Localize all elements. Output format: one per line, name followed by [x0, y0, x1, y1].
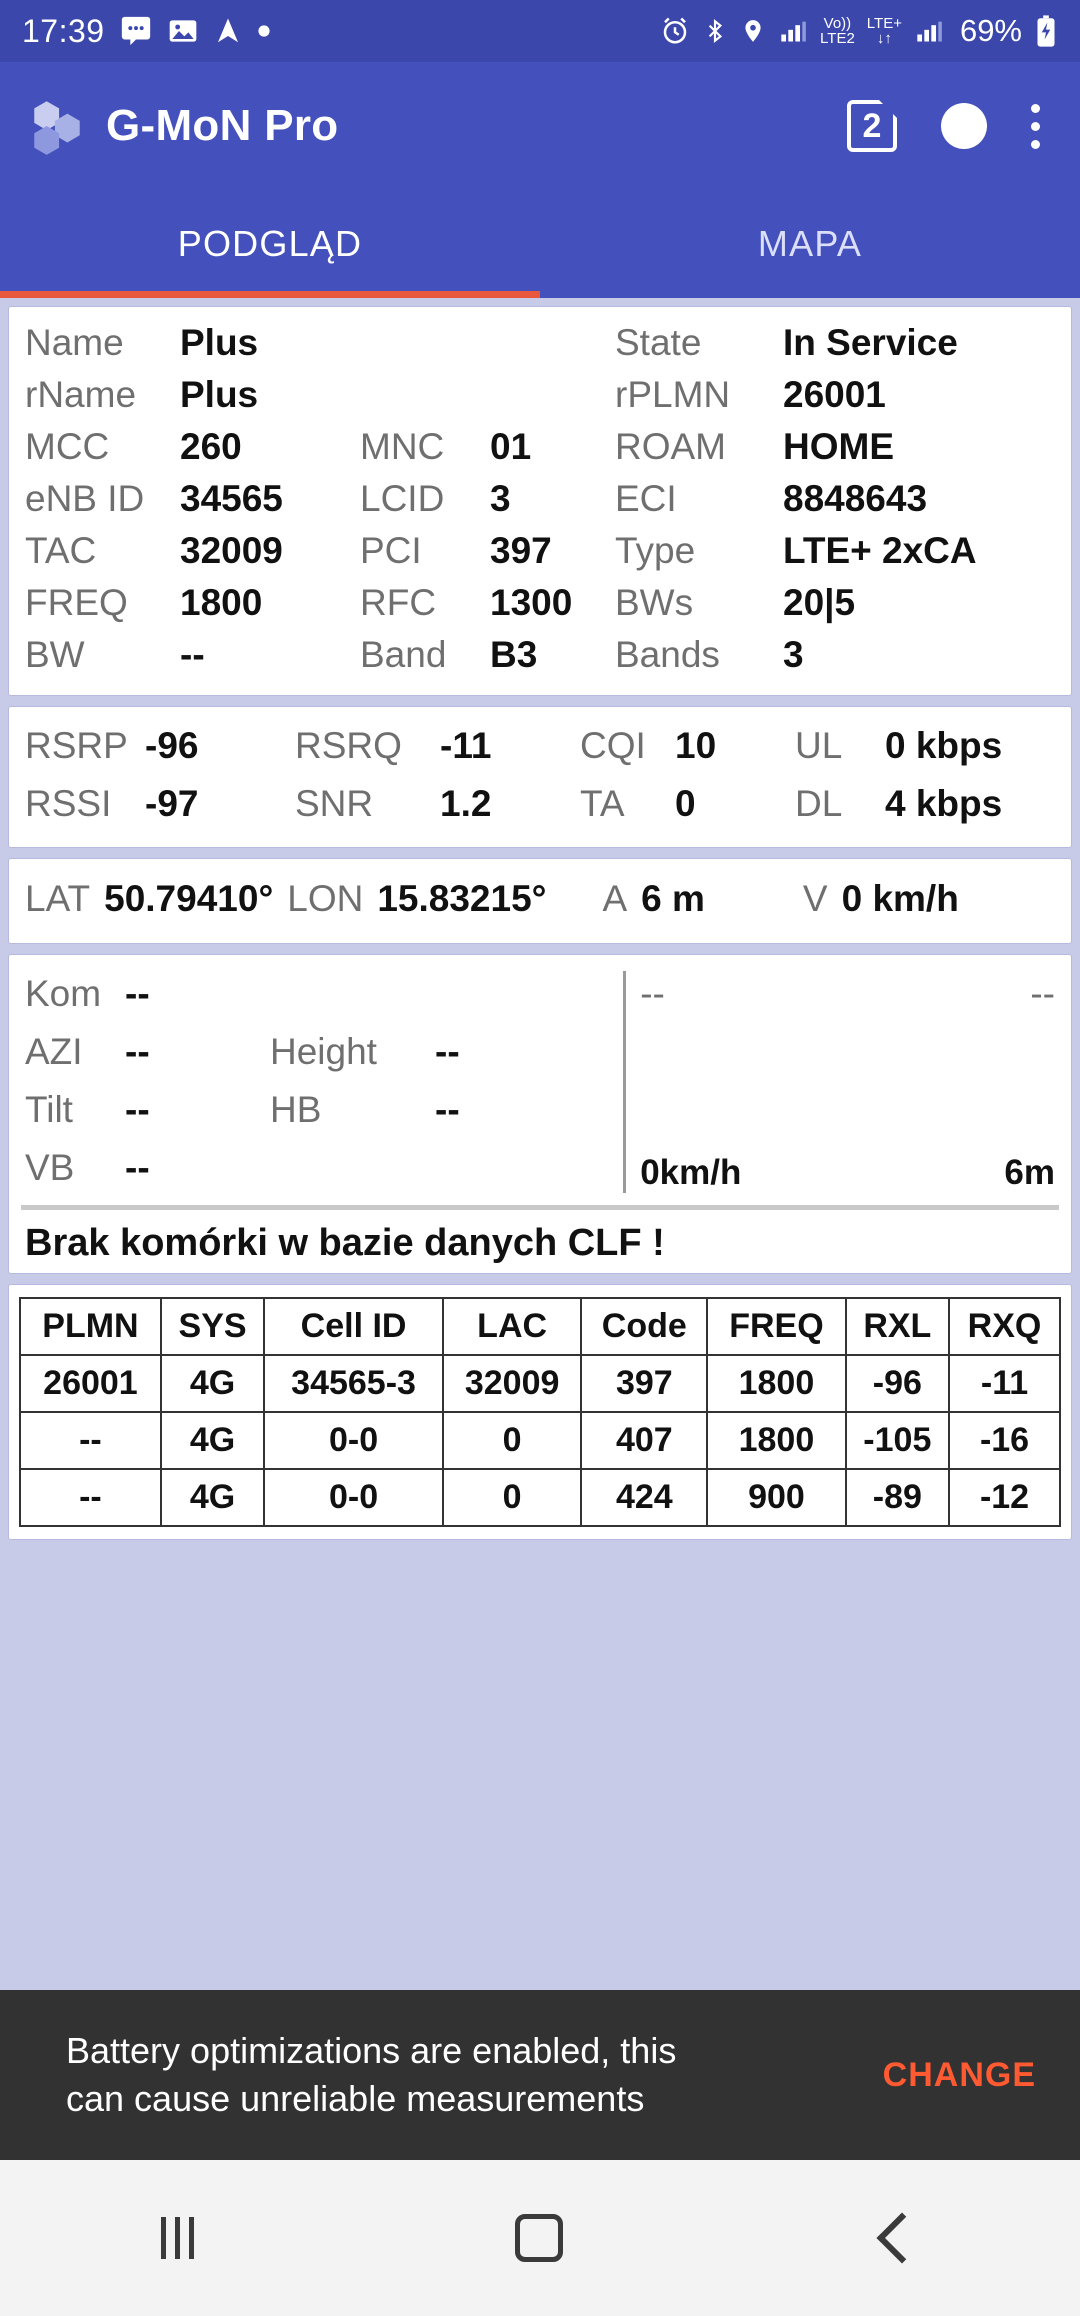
signal2-icon — [914, 17, 944, 45]
eci-label: ECI — [615, 478, 677, 519]
main-content — [0, 298, 1080, 1540]
table-row[interactable] — [20, 1412, 1060, 1469]
clf-message: Brak komórki w bazie danych CLF ! — [25, 1222, 665, 1264]
battery-percent-label: 69% — [959, 13, 1022, 48]
col-lac: LAC — [443, 1298, 582, 1355]
col-code: Code — [581, 1298, 707, 1355]
cell-freq: 1800 — [707, 1412, 845, 1469]
bws-value: 20|5 — [783, 582, 856, 623]
cell-plmn: -- — [20, 1469, 161, 1526]
snackbar-message: Battery optimizations are enabled, this can cause unreliable measurements — [66, 2030, 677, 2119]
ul-value: 0 kbps — [885, 725, 1003, 766]
lcid-label: LCID — [360, 478, 445, 519]
vb-label: VB — [25, 1147, 75, 1188]
enb-value: 34565 — [180, 478, 283, 519]
lon-value: 15.83215° — [377, 878, 547, 919]
clf-distance-value: 6m — [1004, 1153, 1055, 1192]
mnc-label: MNC — [360, 426, 445, 467]
neighbour-table — [19, 1297, 1061, 1527]
col-rxq: RXQ — [949, 1298, 1060, 1355]
tac-label: TAC — [25, 530, 97, 571]
tab-podglad[interactable]: PODGLĄD — [177, 223, 363, 264]
clf-right-top-right: -- — [1030, 973, 1055, 1014]
col-cellid: Cell ID — [264, 1298, 443, 1355]
bluetooth-icon — [702, 16, 728, 46]
vb-value: -- — [125, 1147, 150, 1188]
bws-label: BWs — [615, 582, 694, 623]
hexagon-logo-icon — [26, 95, 88, 157]
clf-grid — [25, 965, 613, 1197]
recent-apps-icon[interactable] — [161, 2217, 194, 2259]
status-clock: 17:39 — [22, 12, 105, 49]
app-bar — [0, 62, 1080, 190]
rsrq-label: RSRQ — [295, 725, 402, 766]
cqi-label: CQI — [580, 725, 646, 766]
kom-value: -- — [125, 973, 150, 1014]
cell-lac: 0 — [443, 1412, 582, 1469]
snackbar-change-button[interactable]: CHANGE — [882, 2055, 1036, 2094]
state-value: In Service — [783, 322, 958, 363]
home-icon[interactable] — [515, 2214, 563, 2262]
lte-plus-icon: LTE+ ↓↑ — [866, 15, 902, 47]
clf-right-block — [626, 965, 1071, 1197]
system-navigation-bar — [0, 2160, 1080, 2316]
pci-value: 397 — [490, 530, 552, 571]
table-row[interactable] — [20, 1355, 1060, 1412]
cell-sys: 4G — [161, 1469, 264, 1526]
enb-label: eNB ID — [25, 478, 145, 519]
back-icon[interactable] — [876, 2213, 927, 2264]
table-row[interactable] — [20, 1469, 1060, 1526]
cell-rxl: -105 — [846, 1412, 949, 1469]
ul-label: UL — [795, 725, 843, 766]
lcid-value: 3 — [490, 478, 511, 519]
snr-value: 1.2 — [440, 783, 492, 824]
record-dot-icon[interactable] — [941, 103, 987, 149]
rname-label: rName — [25, 374, 137, 415]
col-freq: FREQ — [707, 1298, 845, 1355]
mcc-value: 260 — [180, 426, 242, 467]
rfc-label: RFC — [360, 582, 437, 623]
dl-label: DL — [795, 783, 843, 824]
height-label: Height — [270, 1031, 377, 1072]
bw-value: -- — [180, 634, 205, 675]
location-row — [25, 869, 1055, 929]
sim-count-badge[interactable]: 2 — [847, 100, 897, 152]
cell-code: 397 — [581, 1355, 707, 1412]
lat-value: 50.79410° — [104, 878, 274, 919]
volte-lte2-icon: Vo)) LTE2 — [820, 15, 855, 47]
dl-value: 4 kbps — [885, 783, 1003, 824]
tilt-value: -- — [125, 1089, 150, 1130]
cell-rxl: -89 — [846, 1469, 949, 1526]
cell-info-card — [8, 306, 1072, 696]
rsrp-value: -96 — [145, 725, 199, 766]
rplmn-label: rPLMN — [615, 374, 731, 415]
lat-label: LAT — [25, 878, 91, 919]
cell-info-grid — [25, 317, 1055, 681]
name-value: Plus — [180, 322, 259, 363]
cell-plmn: -- — [20, 1412, 161, 1469]
cell-lac: 32009 — [443, 1355, 582, 1412]
type-label: Type — [615, 530, 696, 571]
cell-cellid: 34565-3 — [264, 1355, 443, 1412]
status-bar-right — [660, 13, 1058, 49]
cell-rxq: -11 — [949, 1355, 1060, 1412]
rsrq-value: -11 — [440, 725, 492, 766]
signal-card — [8, 706, 1072, 848]
bands-value: 3 — [783, 634, 804, 675]
status-bar — [0, 0, 1080, 62]
signal-grid — [25, 717, 1055, 833]
tab-active-indicator — [0, 291, 540, 298]
cell-cellid: 0-0 — [264, 1469, 443, 1526]
hb-label: HB — [270, 1089, 322, 1130]
navigation-icon — [213, 16, 243, 46]
bands-label: Bands — [615, 634, 720, 675]
tac-value: 32009 — [180, 530, 283, 571]
name-label: Name — [25, 322, 124, 363]
status-bar-left — [22, 13, 271, 50]
snackbar — [0, 1990, 1080, 2160]
freq-value: 1800 — [180, 582, 263, 623]
bw-label: BW — [25, 634, 85, 675]
photo-icon — [167, 15, 199, 47]
cell-lac: 0 — [443, 1469, 582, 1526]
overflow-menu-icon[interactable] — [1031, 104, 1040, 149]
dot-icon — [257, 24, 271, 38]
cell-sys: 4G — [161, 1355, 264, 1412]
mnc-value: 01 — [490, 426, 532, 467]
location-card — [8, 858, 1072, 944]
cell-rxl: -96 — [846, 1355, 949, 1412]
velocity-value: 0 km/h — [841, 878, 959, 919]
cell-code: 407 — [581, 1412, 707, 1469]
eci-value: 8848643 — [783, 478, 928, 519]
altitude-value: 6 m — [641, 878, 705, 919]
azi-value: -- — [125, 1031, 150, 1072]
cell-plmn: 26001 — [20, 1355, 161, 1412]
ta-value: 0 — [675, 783, 696, 824]
clf-right-top-left: -- — [640, 973, 665, 1014]
chat-icon — [119, 14, 153, 48]
cell-sys: 4G — [161, 1412, 264, 1469]
clf-card — [8, 954, 1072, 1274]
type-value: LTE+ 2xCA — [783, 530, 977, 571]
cell-rxq: -12 — [949, 1469, 1060, 1526]
rsrp-label: RSRP — [25, 725, 128, 766]
cell-freq: 900 — [707, 1469, 845, 1526]
tab-bar — [0, 190, 1080, 298]
height-value: -- — [435, 1031, 460, 1072]
roam-value: HOME — [783, 426, 894, 467]
clf-left-block — [9, 965, 623, 1197]
tab-mapa[interactable]: MAPA — [757, 223, 863, 264]
ta-label: TA — [580, 783, 625, 824]
lon-label: LON — [287, 878, 364, 919]
rfc-value: 1300 — [490, 582, 573, 623]
location-icon — [740, 16, 766, 46]
cell-rxq: -16 — [949, 1412, 1060, 1469]
pci-label: PCI — [360, 530, 422, 571]
col-plmn: PLMN — [20, 1298, 161, 1355]
hb-value: -- — [435, 1089, 460, 1130]
battery-icon — [1034, 14, 1058, 48]
tilt-label: Tilt — [25, 1089, 73, 1130]
clf-right-bottom-row — [640, 1153, 1055, 1197]
cell-cellid: 0-0 — [264, 1412, 443, 1469]
snr-label: SNR — [295, 783, 374, 824]
app-bar-actions — [847, 100, 1054, 152]
app-title: G-MoN Pro — [106, 101, 339, 150]
cell-freq: 1800 — [707, 1355, 845, 1412]
freq-label: FREQ — [25, 582, 128, 623]
mcc-label: MCC — [25, 426, 110, 467]
col-rxl: RXL — [846, 1298, 949, 1355]
altitude-label: A — [602, 878, 628, 919]
neighbour-table-card — [8, 1284, 1072, 1540]
clf-speed-value: 0km/h — [640, 1153, 742, 1192]
cqi-value: 10 — [675, 725, 717, 766]
velocity-label: V — [802, 878, 828, 919]
alarm-icon — [660, 16, 690, 46]
state-label: State — [615, 322, 702, 363]
roam-label: ROAM — [615, 426, 726, 467]
cell-code: 424 — [581, 1469, 707, 1526]
rssi-value: -97 — [145, 783, 199, 824]
rssi-label: RSSI — [25, 783, 112, 824]
signal-icon — [778, 17, 808, 45]
clf-right-top-row — [640, 965, 1055, 1023]
table-header-row — [20, 1298, 1060, 1355]
rname-value: Plus — [180, 374, 259, 415]
kom-label: Kom — [25, 973, 102, 1014]
band-value: B3 — [490, 634, 538, 675]
col-sys: SYS — [161, 1298, 264, 1355]
azi-label: AZI — [25, 1031, 83, 1072]
rplmn-value: 26001 — [783, 374, 886, 415]
clf-top-area — [9, 965, 1071, 1197]
band-label: Band — [360, 634, 447, 675]
